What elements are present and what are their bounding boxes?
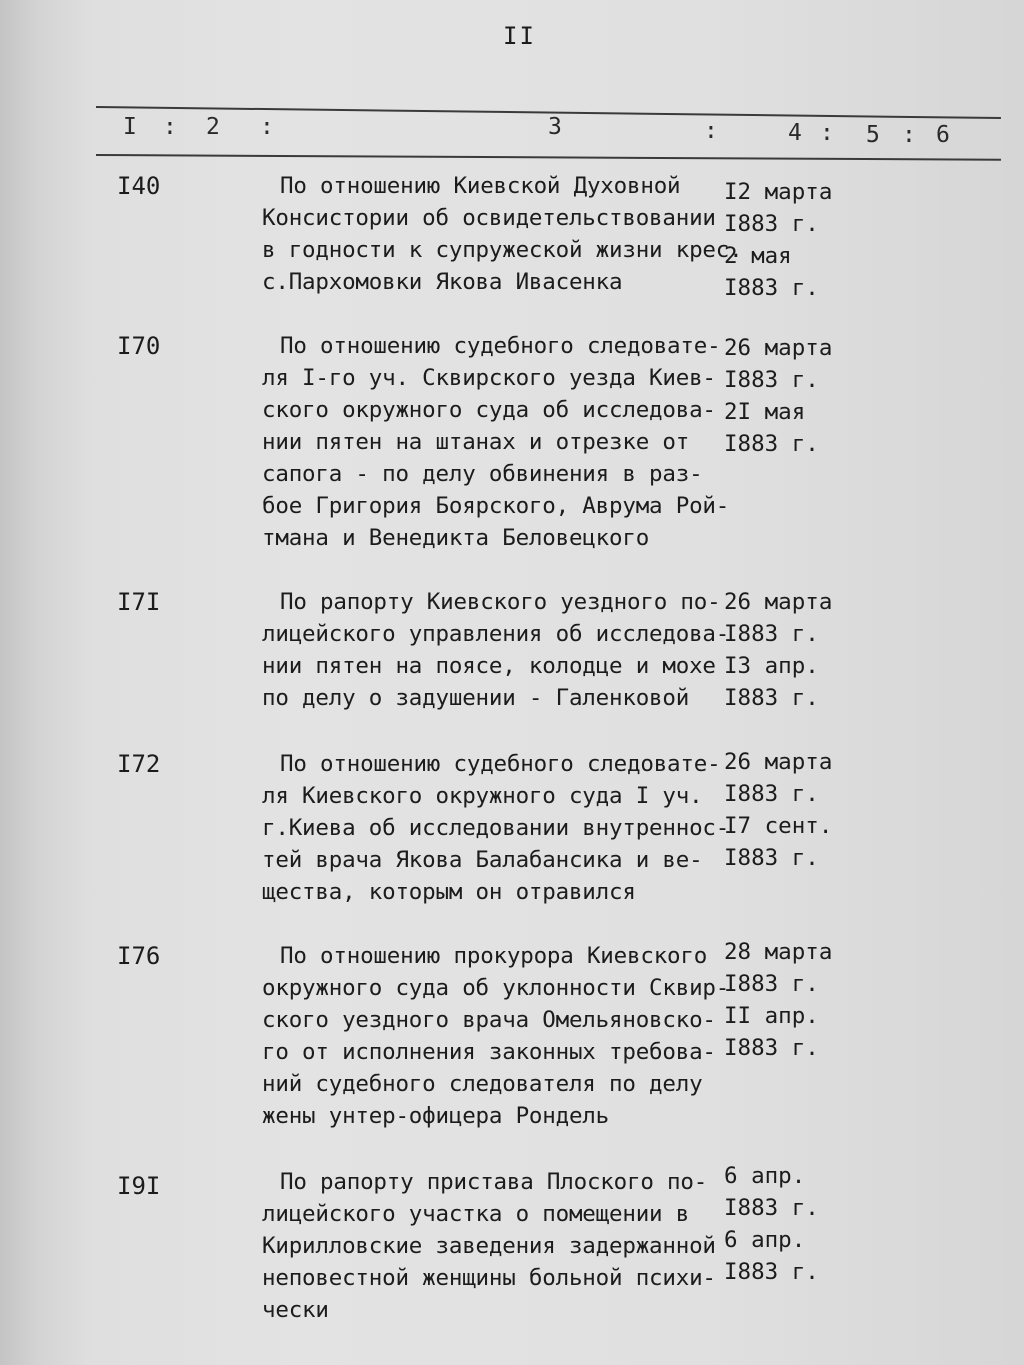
end-year: I883 г. — [724, 845, 819, 871]
entry-dates — [724, 176, 854, 304]
start-date: 26 марта — [724, 749, 833, 775]
end-year: I883 г. — [724, 1259, 819, 1285]
description-line: по делу о задушении - Галенковой — [262, 685, 690, 711]
end-year: I883 г. — [724, 685, 819, 711]
column-header-5: 5 — [866, 122, 880, 148]
column-header-3: 3 — [548, 114, 562, 140]
start-year: I883 г. — [724, 621, 819, 647]
column-separator: : — [902, 122, 916, 148]
description-line: По отношению прокурора Киевского — [280, 943, 708, 969]
description-line: чески — [262, 1297, 329, 1323]
description-line: ского уездного врача Омельяновско- — [262, 1007, 716, 1033]
entry-dates — [724, 746, 854, 874]
column-header-4: 4 — [788, 120, 802, 146]
description-line: лицейского участка о помещении в — [262, 1201, 690, 1227]
description-line: нии пятен на поясе, колодце и мохе — [262, 653, 716, 679]
start-date: 26 марта — [724, 589, 833, 615]
column-separator: : — [163, 114, 177, 140]
column-separator: : — [704, 118, 718, 144]
description-line: тмана и Венедикта Беловецкого — [262, 525, 650, 551]
end-date: I7 сент. — [724, 813, 833, 839]
description-line: в годности к супружеской жизни крес. — [262, 237, 743, 263]
description-line: тей врача Якова Балабансика и ве- — [262, 847, 703, 873]
entry-description — [262, 940, 732, 1132]
column-separator: : — [820, 120, 834, 146]
entry-number: I9I — [117, 1172, 161, 1200]
description-line: По отношению Киевской Духовной — [280, 173, 681, 199]
entry-number: I72 — [117, 750, 161, 778]
start-year: I883 г. — [724, 211, 819, 237]
description-line: По рапорту пристава Плоского по- — [280, 1169, 708, 1195]
entry-number: I7I — [117, 588, 161, 616]
entry-number: I76 — [117, 942, 161, 970]
start-year: I883 г. — [724, 781, 819, 807]
description-line: окружного суда об уклонности Сквир- — [262, 975, 730, 1001]
description-line: ля I-го уч. Сквирского уезда Киев- — [262, 365, 716, 391]
description-line: с.Пархомовки Якова Ивасенка — [262, 269, 623, 295]
description-line: го от исполнения законных требова- — [262, 1039, 716, 1065]
column-separator: : — [260, 114, 274, 140]
entry-dates — [724, 1160, 854, 1288]
description-line: Кирилловские заведения задержанной — [262, 1233, 716, 1259]
description-line: лицейского управления об исследова- — [262, 621, 730, 647]
description-line: нии пятен на штанах и отрезке от — [262, 429, 690, 455]
description-line: сапога - по делу обвинения в раз- — [262, 461, 703, 487]
description-line: г.Киева об исследовании внутреннос- — [262, 815, 730, 841]
start-year: I883 г. — [724, 367, 819, 393]
description-line: щества, которым он отравился — [262, 879, 636, 905]
entry-description — [262, 748, 732, 908]
page-fold-shadow — [0, 0, 90, 1365]
description-line: жены унтер-офицера Рондель — [262, 1103, 609, 1129]
entry-number: I40 — [117, 172, 161, 200]
start-year: I883 г. — [724, 971, 819, 997]
end-year: I883 г. — [724, 1035, 819, 1061]
description-line: ний судебного следователя по делу — [262, 1071, 703, 1097]
table-header-bottom-rule — [96, 154, 1001, 161]
start-date: I2 марта — [724, 179, 833, 205]
end-date: 6 апр. — [724, 1227, 806, 1253]
end-date: II апр. — [724, 1003, 819, 1029]
entry-dates — [724, 586, 854, 714]
description-line: неповестной женщины больной психи- — [262, 1265, 716, 1291]
entry-description — [262, 586, 732, 714]
description-line: По отношению судебного следовате- — [280, 751, 721, 777]
start-date: 6 апр. — [724, 1163, 806, 1189]
start-date: 28 марта — [724, 939, 833, 965]
entry-description — [262, 1166, 732, 1326]
column-header-6: 6 — [936, 122, 950, 148]
description-line: По отношению судебного следовате- — [280, 333, 721, 359]
entry-description — [262, 330, 732, 554]
entry-description — [262, 170, 743, 298]
end-date: I3 апр. — [724, 653, 819, 679]
end-date: 2I мая — [724, 399, 806, 425]
description-line: бое Григория Боярского, Аврума Рой- — [262, 493, 730, 519]
description-line: ского окружного суда об исследова- — [262, 397, 716, 423]
end-year: I883 г. — [724, 275, 819, 301]
column-header-2: 2 — [206, 114, 220, 140]
end-year: I883 г. — [724, 431, 819, 457]
entry-number: I70 — [117, 332, 161, 360]
entry-dates — [724, 936, 854, 1064]
start-date: 26 марта — [724, 335, 833, 361]
description-line: Консистории об освидетельствовании — [262, 205, 716, 231]
description-line: ля Киевского окружного суда I уч. — [262, 783, 703, 809]
start-year: I883 г. — [724, 1195, 819, 1221]
entry-dates — [724, 332, 854, 460]
end-date: 2 мая — [724, 243, 792, 269]
description-line: По рапорту Киевского уездного по- — [280, 589, 721, 615]
column-header-1: I — [123, 114, 137, 140]
page-number: II — [503, 22, 536, 50]
